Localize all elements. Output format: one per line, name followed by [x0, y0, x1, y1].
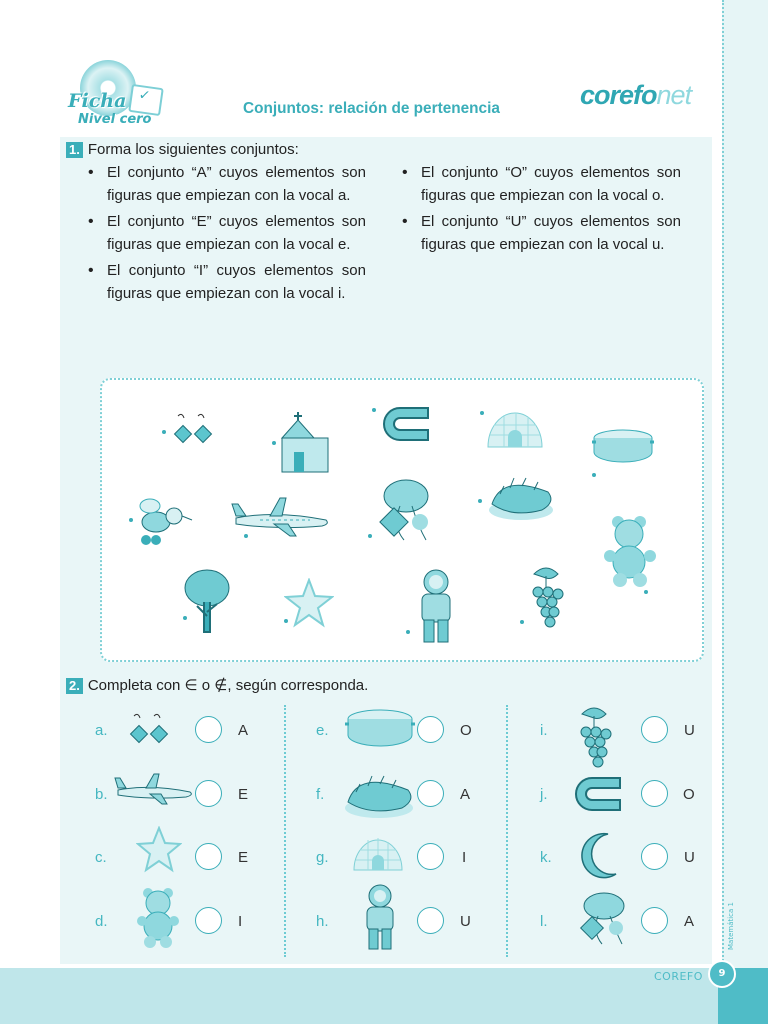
row-letter: e. [316, 722, 329, 739]
elefante-icon [576, 890, 632, 950]
figure-dot [520, 620, 524, 624]
figure-dot [244, 534, 248, 538]
set-name: U [684, 722, 695, 739]
row-letter: k. [540, 849, 552, 866]
exercise2-instruction: Completa con ∈ o ∉, según corresponda. [87, 677, 369, 694]
corefo-brand [580, 80, 691, 111]
aretes-icon [170, 412, 216, 452]
figure-dot [284, 619, 288, 623]
membership-answer-circle[interactable] [641, 843, 668, 870]
membership-answer-circle[interactable] [417, 780, 444, 807]
membership-answer-circle[interactable] [641, 716, 668, 743]
figure-dot [372, 408, 376, 412]
brand-suffix: net [656, 80, 692, 110]
membership-answer-circle[interactable] [641, 907, 668, 934]
sets-list-right [400, 161, 681, 259]
luna-icon [580, 832, 620, 880]
page-title: Conjuntos: relación de pertenencia [243, 100, 500, 117]
brand-main: corefo [580, 80, 657, 110]
aretes-icon [126, 712, 170, 750]
right-margin-strip [722, 0, 768, 1024]
page-number: 9 [708, 960, 736, 988]
erizo-icon [486, 472, 556, 524]
membership-answer-circle[interactable] [195, 907, 222, 934]
arbol-icon [182, 568, 232, 634]
ficha-logo [66, 60, 166, 130]
set-i-item: • El conjunto “I” cuyos elementos son figuras que empiezan con la vocal i. [86, 259, 366, 305]
exercise2-number: 2. [66, 678, 83, 694]
membership-answer-circle[interactable] [417, 907, 444, 934]
row-letter: l. [540, 913, 548, 930]
row-letter: g. [316, 849, 329, 866]
figure-dot [644, 590, 648, 594]
membership-answer-circle[interactable] [417, 843, 444, 870]
footer-brand: COREFO [654, 970, 703, 983]
estrella-icon [136, 826, 182, 874]
figure-dot [129, 518, 133, 522]
astronauta-icon [414, 568, 458, 648]
exercise1-number: 1. [66, 142, 83, 158]
set-name: I [238, 913, 243, 930]
set-name: A [460, 786, 471, 803]
membership-answer-circle[interactable] [195, 780, 222, 807]
olla-icon [590, 426, 656, 466]
row-letter: f. [316, 786, 325, 803]
iglu-icon [350, 832, 406, 874]
set-name: E [238, 849, 249, 866]
set-name: E [238, 786, 249, 803]
exercise1-instruction: Forma los siguientes conjuntos: [87, 141, 299, 158]
iglesia-icon [276, 412, 334, 474]
column-divider [284, 705, 286, 957]
oso-icon [598, 514, 660, 588]
figure-dot [183, 616, 187, 620]
set-name: U [684, 849, 695, 866]
uvas-icon [572, 706, 616, 772]
calendar-icon: ✓ [128, 84, 164, 116]
astronauta-icon [360, 884, 400, 954]
abeja-icon [132, 492, 196, 548]
set-u-item: • El conjunto “U” cuyos elementos son figuras que empiezan con la vocal u. [400, 210, 681, 256]
row-letter: b. [95, 786, 108, 803]
set-name: I [462, 849, 467, 866]
figure-dot [272, 441, 276, 445]
row-letter: j. [540, 786, 548, 803]
side-subject-label: Matemática 1 [727, 902, 735, 950]
set-o-item: • El conjunto “O” cuyos elementos son figuras que empiezan con la vocal o. [400, 161, 681, 207]
set-name: A [684, 913, 695, 930]
logo-line1: Ficha [68, 90, 127, 112]
sets-list-left [86, 161, 366, 308]
iglu-icon [484, 405, 546, 451]
exercise1-heading [66, 141, 299, 158]
set-e-item: • El conjunto “E” cuyos elementos son figuras que empiezan con la vocal e. [86, 210, 366, 256]
row-letter: a. [95, 722, 108, 739]
row-letter: h. [316, 913, 329, 930]
uvas-icon [524, 566, 568, 632]
row-letter: c. [95, 849, 107, 866]
figure-dot [406, 630, 410, 634]
iman-icon [570, 772, 626, 818]
membership-answer-circle[interactable] [641, 780, 668, 807]
olla-icon [344, 706, 416, 750]
figure-dot [162, 430, 166, 434]
row-letter: i. [540, 722, 548, 739]
oso-icon [132, 886, 184, 948]
exercise2-heading [66, 676, 368, 694]
row-letter: d. [95, 913, 108, 930]
elefante-icon [374, 476, 438, 552]
set-name: O [683, 786, 695, 803]
figure-dot [368, 534, 372, 538]
estrella-icon [284, 578, 334, 628]
figure-dot [478, 499, 482, 503]
set-name: O [460, 722, 472, 739]
set-name: A [238, 722, 249, 739]
membership-answer-circle[interactable] [195, 716, 222, 743]
figure-dot [480, 411, 484, 415]
erizo-icon [342, 768, 416, 820]
iman-icon [378, 402, 434, 448]
avion-icon [114, 772, 196, 808]
logo-line2: Nivel cero [78, 112, 152, 127]
figure-dot [592, 473, 596, 477]
set-name: U [460, 913, 471, 930]
set-a-item: • El conjunto “A” cuyos elementos son figuras que empiezan con la vocal a. [86, 161, 366, 207]
footer-band [0, 968, 768, 1024]
column-divider [506, 705, 508, 957]
membership-answer-circle[interactable] [195, 843, 222, 870]
membership-answer-circle[interactable] [417, 716, 444, 743]
